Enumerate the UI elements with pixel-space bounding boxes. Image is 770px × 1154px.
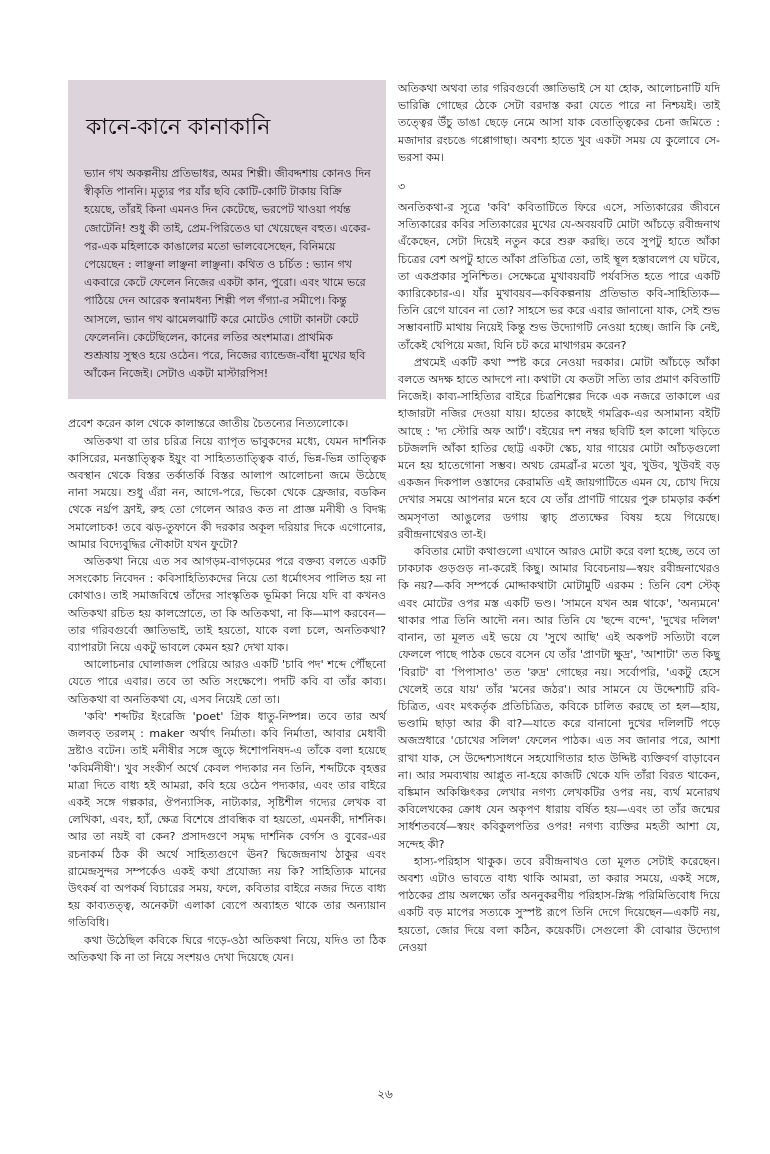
paragraph: অতিকথা অথবা তার গরিবগুর্বো জ্ঞাতিভাই সে যা হোক, আলোচনাটি যদি ভারিক্কি গোছের ঠেকে সেটা বরদাস্ত করা যেতে পারে না নিশ্চয়ই। তাই তত্ত্বের উঁচু ডাঙা ছেড়ে নেমে আসা যাক বেতাত্ত্বিকের চেনা জমিতে : মজাদার রংচঙে গপ্পোগাছা। অবশ্য হাতে খুব একটা সময় যে কুলোবে সে-ভরসা কম। [398, 82, 720, 164]
right-column [398, 80, 720, 956]
page-number: ২৬ [377, 1087, 393, 1101]
section-number: ৩ [398, 180, 406, 194]
paragraph: কবিতার মোটা কথাগুলো এখানে আরও মোটা করে বলা হচ্ছে, তবে তা ঢাকঢাক গুড়গুড় না-করেই কিছু। আমার বিবেচনায়—স্বয়ং রবীন্দ্রনাথেরও কি নয়?—কবি সম্পর্কে মোদ্দাকথাটা মোটামুটি এরকম : তিনি বেশ স্টেক্ এবং মোটের ওপর মস্ত একটি ভণ্ড। 'সামনে যখন অন্ন থাকে', 'অন্যমনে' থাকার পাত্র তিনি আদৌ নন। আর তিনি যে 'ছন্দে বন্দে', 'দুখের দলিল' বানান, তা মূলত এই ভয়ে যে 'সুখে আছি' এই অকপট সত্যিটা বলে ফেললে পাছে পাঠক ভেবে বসেন যে তাঁর 'প্রাণটা ক্ষুদ্র', 'আশাটা' তত কিছু 'বিরাট' বা 'পিপাসাও' তত 'রুদ্র' গোছের নয়। সর্বোপরি, 'একটু হেসে খেলেই তরে যায়' তাঁর 'মনের জঠর'। আর সামনে যে উদ্দেশ্যটি রবি-চিত্রিত, এবং মৎকর্তৃক প্রতিচিত্রিত, কবিকে চালিত করছে তা হল—হায়, ভণ্ডামি ছাড়া আর কী বা?—যাতে করে বানানো দুখের দলিলটি পড়ে অজস্রধারে 'চোখের সলিল' ফেলেন পাঠক। এত সব জানার পরে, আশা রাখা যাক, সে উদ্দেশ্যসাধনে সহযোগিতার হাত উদ্দিষ্ট ব্যক্তিবর্গ বাড়াবেন না। আর সমব্যথায় আপ্লুত না-হয়ে কাজটি থেকে যদি তাঁরা বিরত থাকেন, বঙ্কিমান অকিঞ্চিৎকর লেখার নগণ্য লেখকটির ওপর নয়, ব্যর্থ মনোরথ কবিলেখকের ক্রোধ যেন অকৃপণ ধারায় বর্ষিত হয়—এবং তা তাঁর জন্মের সার্ধশতবর্ষে—স্বয়ং কবিকুলপতির ওপর! নগণ্য ব্যক্তির মহতী আশা যে, সন্দেহ কী? [398, 545, 720, 851]
sidebar-body: ভ্যান গখ অকল্পনীয় প্রতিভাধর, অমর শিল্পী। জীবদ্দশায় কোনও দিন স্বীকৃতি পাননি। মৃত্যুর পর যাঁর ছবি কোটি-কোটি টাকায় বিক্রি হয়েছে, তাঁরই কিনা এমনও দিন কেটেছে, ভরপেট খাওয়া পর্যন্ত জোটেনি! শুধু কী তাই, প্রেম-পিরিতেও ঘা খেয়েছেন বহুত। একের-পর-এক মহিলাকে কাঙালের মতো ভালবেসেছেন, বিনিময়ে পেয়েছেন : লাঞ্ছনা লাঞ্ছনা লাঞ্ছনা। কথিত ও চর্চিত : ভ্যান গখ একবারে কেটে ফেলেন নিজের একটা কান, পুরো। এবং খামে ভরে পাঠিয়ে দেন আরেক স্বনামধন্য শিল্পী পল গঁগ্যা-র সমীপে। কিন্তু আসলে, ভ্যান গখ ঝামেলঝাটি করে মোটেও গোটা কানটা কেটে ফেলেননি। কেটেছিলেন, কানের লতির অংশমাত্র। প্রাথমিক শুশ্রূষায় সুস্থও হয়ে ওঠেন। পরে, নিজের ব্যান্ডেজ-বাঁধা মুখের ছবি আঁকেন নিজেই। সেটাও একটা মাস্টারপিস! [84, 167, 371, 381]
paragraph: আলোচনার ঘোলাজল পেরিয়ে আরও একটি 'চাবি পদ' শব্দে পৌঁছনো যেতে পারে এবার। তবে তা অতি সংক্ষেপে। পদটি কবি বা তাঁর কাব্য। অতিকথা বা অনতিকথা যে, এসব নিয়েই তো তা। [68, 658, 386, 706]
paragraph: অনতিকথা-র সূত্রে 'কবি' কবিতাটিতে ফিরে এসে, সত্যিকারের জীবনে সত্যিকারের কবির সত্যিকারের মুখের যে-অবয়বটি মোটা আঁচড়ে রবীন্দ্রনাথ এঁকেছেন, সেটা দিয়েই নতুন করে শুরু করছি। তবে সুপটু হাতে আঁকা চিত্রের বেশ অপটু হাতে আঁকা প্রতিচিত্র তো, তাই স্থূল হস্তাবলেপ যে ঘটবে, তা একপ্রকার সুনিশ্চিত। সেক্ষেত্রে মুখাবয়বটি পর্যবসিত হতে পারে একটি ক্যারিকেচার-এ। যাঁর মুখাবয়ব—কবিকল্পনায় প্রতিভাত কবি-সাহিত্যিক—তিনি রেগে যাবেন না তো? সাহসে ভর করে এবার জানানো যাক, সেই শুভ সম্ভাবনাটি মাথায় নিয়েই কিন্তু শুভ উদ্যোগটি নেওয়া হচ্ছে। জানি কি নেই, তাঁকেই খেপিয়ে মজা, যিনি চট করে মাথাগরম করেন? [398, 201, 720, 352]
paragraph: অতিকথা নিয়ে এত সব আগড়ম-বাগড়মের পরে বক্তব্য বলতে একটি সসংকোচ নিবেদন : কবিসাহিত্যিকদের নিয়ে তো ধর্মোৎসব পালিত হয় না কোথাও। তাই সমাজবিশ্বে তাঁদের সাংস্কৃতিক ভূমিকা নিয়ে যদি বা কখনও অতিকথা রচিত হয় কালস্রোতে, তা কি অতিকথা, না কি—মাপ করবেন—তার গরিবগুর্বো জ্ঞাতিভাই, তাই হয়তো, যাকে বলা চলে, অনতিকথা? ব্যাপারটা নিয়ে একটু ভাবলে কেমন হয়? দেখা যাক। [68, 555, 386, 655]
left-column [68, 80, 386, 966]
paragraph: হাস্য-পরিহাস থাকুক। তবে রবীন্দ্রনাথও তো মূলত সেটাই করেছেন। অবশ্য এটাও ভাবতে বাধ্য থাকি আমরা, তা করার সময়ে, একই সঙ্গে, পাঠকের প্রায় অলক্ষ্যে তাঁর অননুকরণীয় পরিহাস-স্নিগ্ধ পরিমিতিবোধ দিয়ে একটি বড় মাপের সত্যকে সুস্পষ্ট রূপে তিনি দেগে দিয়েছেন—একটি নয়, হয়তো, জোর দিয়ে বলা কঠিন, কয়েকটি। সেগুলো কী বোঝার উদ্যোগ নেওয়া [398, 854, 720, 954]
paragraph: কথা উঠেছিল কবিকে ঘিরে গড়ে-ওঠা অতিকথা নিয়ে, যদিও তা ঠিক অতিকথা কি না তা নিয়ে সংশয়ও দেখা দিয়েছে যেন। [68, 933, 386, 964]
sidebar-box [68, 80, 386, 399]
sidebar-title: কানে-কানে কানাকানি [86, 115, 271, 140]
paragraph: প্রবেশ করেন কাল থেকে কালান্তরে জাতীয় চৈতন্যের নিত্যলোকে। [68, 417, 349, 431]
paragraph: 'কবি' শব্দটির ইংরেজি 'poet' গ্রিক ধাতু-নিষ্পন্ন। তবে তার অর্থ জলবত্ তরলম্ : maker অর্থাৎ নির্মাতা। কবি নির্মাতা, আবার মেধাবী দ্রষ্টাও বটেন। তাই মনীষীর সঙ্গে জুড়ে ঈশোপনিষদ-এ তাঁকে বলা হয়েছে 'কবির্মনীষী'। খুব সংকীর্ণ অর্থে কেবল পদ্যকার নন তিনি, শব্দটিকে বৃহত্তর মাত্রা দিতে বাধ্য হই আমরা, কবি হয়ে ওঠেন পদ্যকার, এবং তার বাইরে একই সঙ্গে গল্পকার, ঔপন্যাসিক, নাট্যকার, সৃষ্টিশীল গদ্যের লেখক বা লেখিকা, এবং, হ্যাঁ, ক্ষেত্র বিশেষে প্রাবন্ধিক বা হয়তো, এমনকী, দার্শনিক। আর তা নয়ই বা কেন? প্রসাদগুণে সমৃদ্ধ দার্শনিক বের্গস ও বুবের-এর রচনাকর্ম ঠিক কী অর্থে সাহিত্যগুণে ঊন? দ্বিজেন্দ্রনাথ ঠাকুর এবং রামেন্দ্রসুন্দর সম্পর্কেও একই কথা প্রযোজ্য নয় কি? সাহিত্যিক মানের উৎকর্ষ বা অপকর্ষ বিচারের সময়, ফলে, কবিতার বাইরে নজর দিতে বাধ্য হয় কাব্যতত্ত্ব, অনেকটা এলাকা ব্যেপে অব্যাহত থাকে তার অন্যায়ান গতিবিধি। [68, 709, 386, 930]
paragraph: প্রথমেই একটি কথা স্পষ্ট করে নেওয়া দরকার। মোটা আঁচড়ে আঁকা বলতে অদক্ষ হাতে আদপে না। কথাটা যে কতটা সত্যি তার প্রমাণ কবিতাটি নিজেই। কাব্য-সাহিত্যির বাইরে চিত্রশিল্পের দিকে এক নজরে তাকালে এর হাজারটা নজির দেওয়া যায়। হাতের কাছেই গমব্রিক-এর অসামান্য বইটি আছে : 'দ্য স্টোরি অফ আর্ট'। বইয়ের দশ নম্বর ছবিটি হল কালো খড়িতে চটজলদি আঁকা হাতির ছোট্ট একটা স্কেচ, যার গায়ের মোটা আঁচড়গুলো মনে হয় হাতেগোনা সম্ভব। অথচ রেমব্রাঁ-র মতো খুব, খুউব, খুউবই বড় একজন দিকপাল ওস্তাদের কেরামতি এই জায়গাটিতে এমন যে, চোখ দিয়ে দেখার সময়ে আপনার মনে হবে যে তাঁর প্রাণটি গায়ের পুরু চামড়ার কর্কশ অমসৃণতা আঙুলের ডগায় ত্বাচ্ প্রত্যক্ষের বিষয় হয়ে গিয়েছে। রবীন্দ্রনাথেরও তা-ই। [398, 355, 720, 541]
paragraph: অতিকথা বা তার চরিত্র নিয়ে ব্যাপৃত ভাবুকদের মধ্যে, যেমন দার্শনিক কাসিরের, মনস্তাত্ত্বিক ইয়ুং বা সাহিত্যতাত্ত্বিক বার্ত, ভিন্ন-ভিন্ন তাত্ত্বিক অবস্থান থেকে বিস্তর তর্কাতর্কি বিস্তর আলাপ আলোচনা জমে উঠেছে নানা সময়ে। শুধু এঁরা নন, আগে-পরে, ভিকো থেকে ফ্রেজার, বডকিন থেকে নর্থ্রপ ফ্রাই, রুহ তো গেলেন আরও কত না প্রাজ্ঞ মনীষী ও বিদগ্ধ সমালোচক! তবে ঝড়-তুফানে কী দরকার অকূল দরিয়ার দিকে এগোনোর, আমার বিদ্যেবুদ্ধির নৌকাটা যখন ফুটো? [68, 434, 386, 551]
